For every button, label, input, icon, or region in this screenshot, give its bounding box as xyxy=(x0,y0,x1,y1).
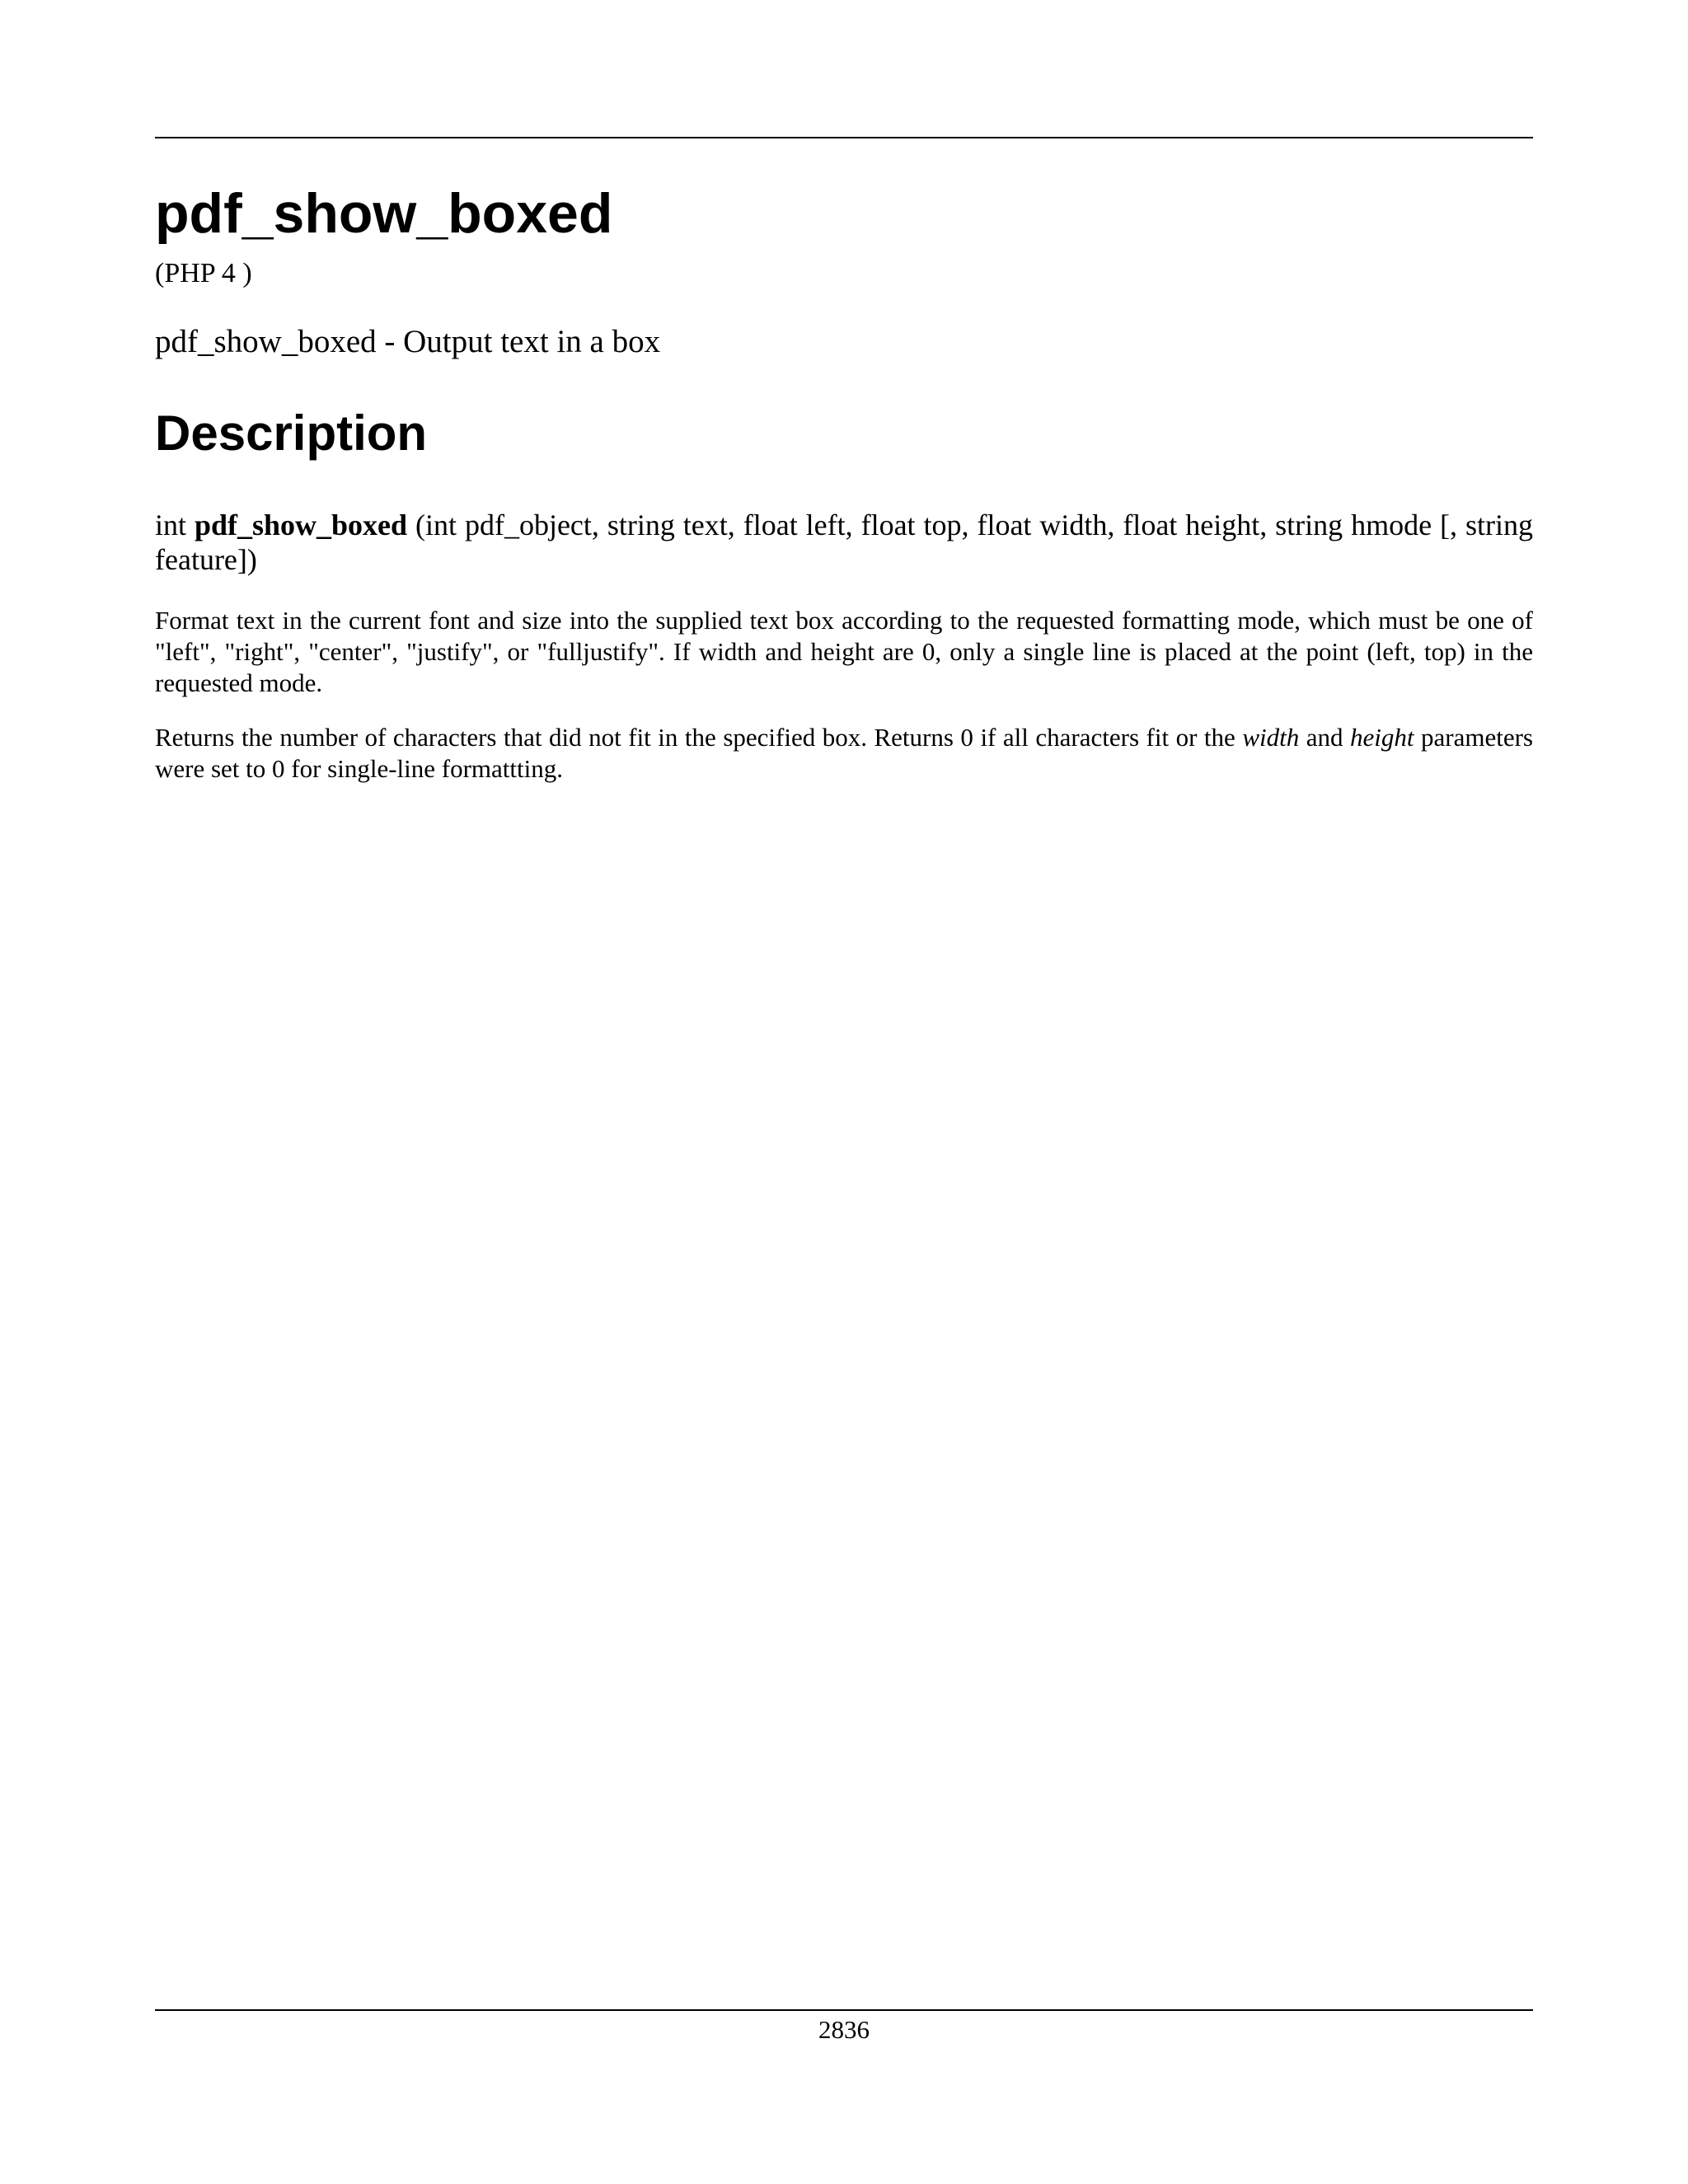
synopsis-params: (int pdf_object, string text, float left, float top, float width, float height, string hmode [, string feature]) xyxy=(155,509,1533,576)
page-number: 2836 xyxy=(818,2015,870,2044)
description-paragraph: Format text in the current font and size into the supplied text box according to the requested formatting mode, which must be one of "left", "right", "center", "justify", or "fulljustify". If width and height are 0, only a single line is placed at the point (left, top) in the requested mode. xyxy=(155,606,1533,697)
return-text-part2: and xyxy=(1299,723,1351,752)
php-version: (PHP 4 ) xyxy=(155,258,252,288)
synopsis-function-name: pdf_show_boxed xyxy=(194,509,408,541)
param-width: width xyxy=(1242,723,1300,752)
return-text-part1: Returns the number of characters that did not fit in the specified box. Returns 0 if all characters fit or the xyxy=(155,723,1243,752)
footer-rule xyxy=(155,2009,1533,2011)
return-text-part3: parameters were set to 0 for single-line formattting. xyxy=(155,723,1534,783)
refname-line: pdf_show_boxed - Output text in a box xyxy=(155,324,661,359)
page-title: pdf_show_boxed xyxy=(155,182,613,245)
synopsis-return-type: int xyxy=(155,509,187,541)
function-synopsis xyxy=(155,508,1533,577)
param-height: height xyxy=(1350,723,1414,752)
return-value-paragraph xyxy=(155,722,1533,785)
section-title-description: Description xyxy=(155,405,428,461)
header-rule xyxy=(155,137,1533,138)
